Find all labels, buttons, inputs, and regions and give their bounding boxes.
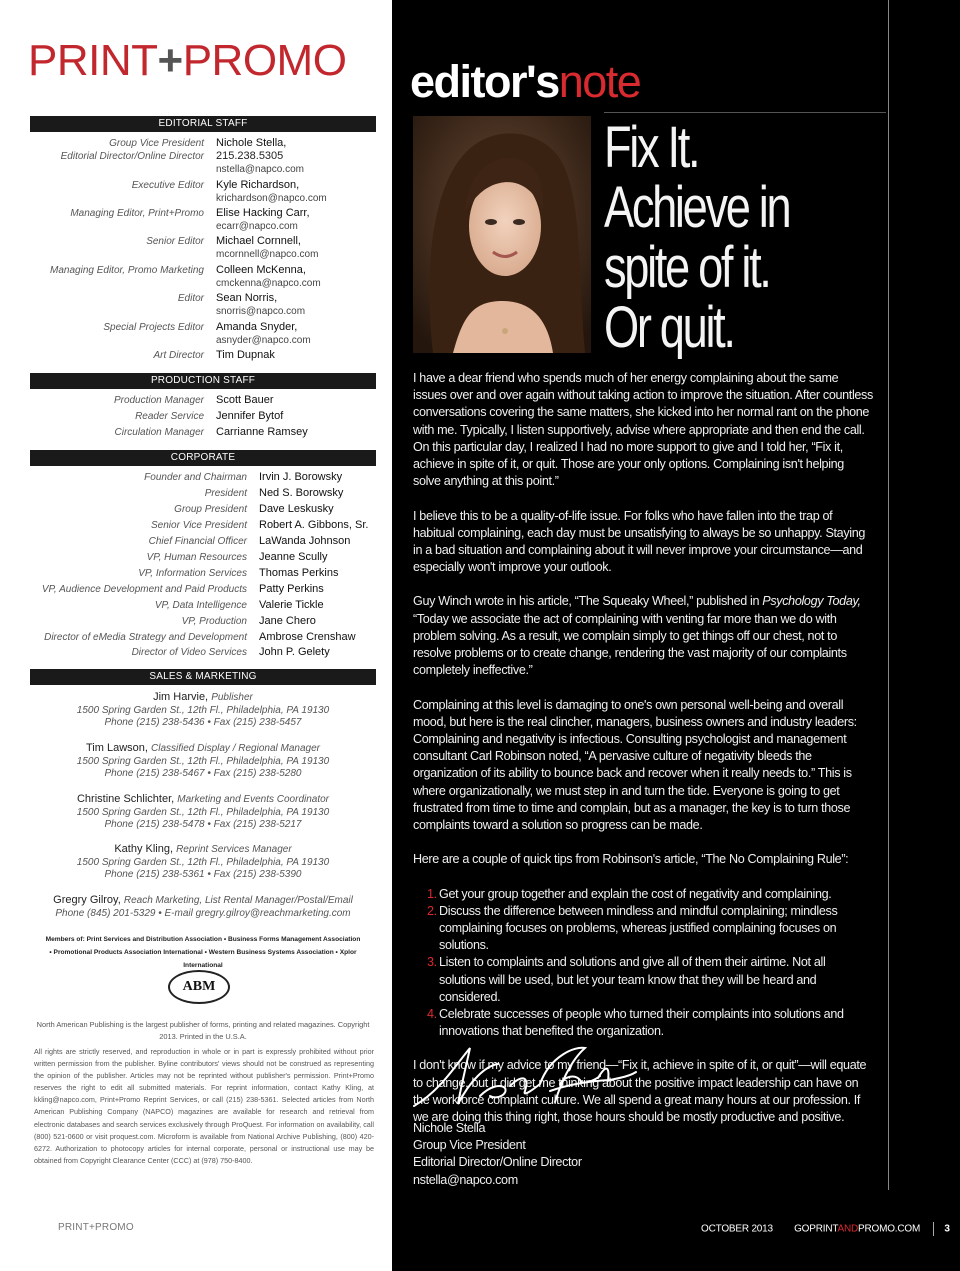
staff-role: Reader Service <box>135 411 204 422</box>
website-part: GOPRINT <box>794 1223 838 1235</box>
staff-email[interactable]: snorris@napco.com <box>216 306 306 317</box>
corporate-role: Group President <box>174 504 247 515</box>
staff-email[interactable]: ecarr@napco.com <box>216 221 298 232</box>
staff-email[interactable]: krichardson@napco.com <box>216 193 327 204</box>
contact-address: 1500 Spring Garden St., 12th Fl., Philadelphia, PA 19130 <box>76 755 330 767</box>
tip-text: Get your group together and explain the cost of negativity and complaining. <box>439 886 832 901</box>
corporate-name: Ned S. Borowsky <box>259 487 344 499</box>
staff-person <box>216 179 327 205</box>
editors-note-column <box>392 0 960 1271</box>
signer-title: Group Vice President <box>413 1138 526 1153</box>
tip-item <box>413 886 873 903</box>
contact-phone: Phone (215) 238-5436 • Fax (215) 238-5457 <box>104 717 302 728</box>
members-line: Members of: Print Services and Distribution Association • Business Forms Management Association <box>45 936 361 943</box>
staff-name: Carrianne Ramsey <box>216 426 308 438</box>
tips-list <box>413 886 873 1041</box>
contact-address: 1500 Spring Garden St., 12th Fl., Philadelphia, PA 19130 <box>76 704 330 716</box>
tip-number: 3. <box>427 955 437 970</box>
staff-person <box>216 264 321 290</box>
staff-name: Sean Norris, <box>216 292 278 304</box>
corporate-name: John P. Gelety <box>259 646 330 658</box>
title-divider <box>604 112 886 113</box>
staff-phone: 215.238.5305 <box>216 150 284 162</box>
corporate-row <box>30 567 376 583</box>
staff-role: Art Director <box>153 350 204 361</box>
tip-number: 2. <box>427 903 437 918</box>
corporate-role: VP, Production <box>181 616 247 627</box>
corporate-role: Chief Financial Officer <box>148 536 247 547</box>
staff-role: Group Vice President <box>109 138 204 149</box>
sales-contact <box>30 793 376 832</box>
contact-address: 1500 Spring Garden St., 12th Fl., Philadelphia, PA 19130 <box>76 856 330 868</box>
corporate-row <box>30 599 376 615</box>
corporate-role: VP, Data Intelligence <box>154 600 247 611</box>
page-number: 3 <box>944 1223 950 1235</box>
signer-title: Editorial Director/Online Director <box>413 1155 582 1170</box>
paragraph: Complaining at this level is damaging to one's own personal well-being and overall mood, but here is the real clincher, managers, business owners and industry leaders: Complaining and negativity is infectious. Consulting psychologist and management consultant Carl Robinson noted, “A pervasive culture of negativity bleeds the organization of its ability to bounce back and recover when it really needs to.” This is where organizationally, we must step in and turn the tide. Everyone is going to get frustrated from time to time and complain, but as a manager, the key is to turn those complaints toward a solution so progress can be made. <box>413 697 857 832</box>
corporate-name: Jane Chero <box>259 615 316 627</box>
signer-name: Nichole Stella <box>413 1121 486 1135</box>
editor-portrait-illustration <box>413 116 591 353</box>
masthead-column <box>0 0 392 1271</box>
corporate-role: VP, Information Services <box>138 568 247 579</box>
sales-marketing-heading: SALES & MARKETING <box>30 669 376 685</box>
paragraph-part: “Today we associate the act of complaining with venting far more than we do with problem solving. As a result, we complain simply to get things off our chest, not to resolve problems or to create change, rendering the vast majority of our complaints completely ineffective.” <box>413 611 847 678</box>
contact-phone: Phone (215) 238-5467 • Fax (215) 238-5280 <box>104 768 302 779</box>
paragraph: Here are a couple of quick tips from Robinson's article, “The No Complaining Rule”: <box>413 852 849 867</box>
footer-divider <box>933 1222 934 1236</box>
corporate-name: Jeanne Scully <box>259 551 328 563</box>
signer-email[interactable]: nstella@napco.com <box>413 1172 518 1187</box>
column-divider <box>888 0 889 1190</box>
headline-line: Or quit. <box>604 295 734 360</box>
corporate-role: Founder and Chairman <box>144 472 247 483</box>
contact-title: Publisher <box>211 692 253 703</box>
paragraph <box>413 593 873 679</box>
corporate-row <box>30 615 376 631</box>
logo-text-print: PRINT <box>28 36 158 85</box>
editors-note-title <box>410 56 640 108</box>
staff-name: Nichole Stella, <box>216 137 287 149</box>
corporate-name: Robert A. Gibbons, Sr. <box>259 519 369 531</box>
website-link[interactable] <box>794 1224 920 1235</box>
corporate-row <box>30 471 376 487</box>
paragraph-part: Guy Winch wrote in his article, “The Squeaky Wheel,” published in <box>413 594 763 609</box>
corporate-name: Irvin J. Borowsky <box>259 471 343 483</box>
website-part: PROMO.COM <box>858 1223 921 1235</box>
corporate-role: VP, Audience Development and Paid Products <box>41 584 247 595</box>
corporate-heading: CORPORATE <box>30 450 376 466</box>
corporate-name: Patty Perkins <box>259 583 324 595</box>
members-list <box>30 933 376 972</box>
corporate-name: Ambrose Crenshaw <box>259 631 356 643</box>
contact-name: Gregry Gilroy, <box>53 894 121 906</box>
editorial-staff-heading: EDITORIAL STAFF <box>30 116 376 132</box>
staff-role: Special Projects Editor <box>103 322 204 333</box>
staff-name: Colleen McKenna, <box>216 264 306 276</box>
handwritten-signature <box>410 1036 640 1116</box>
corporate-role: Director of Video Services <box>131 647 247 658</box>
editor-portrait <box>413 116 591 353</box>
article-body <box>413 370 873 1143</box>
corporate-role: President <box>204 488 247 499</box>
corporate-role: VP, Human Resources <box>146 552 247 563</box>
contact-phone: Phone (215) 238-5478 • Fax (215) 238-5217 <box>104 819 302 830</box>
staff-person <box>216 349 275 362</box>
corporate-role: Senior Vice President <box>151 520 247 531</box>
corporate-role: Director of eMedia Strategy and Development <box>44 632 247 643</box>
staff-person <box>216 292 305 318</box>
tip-text: Discuss the difference between mindless and mindful complaining; mindless complaining focuses on problems, whereas justified complaining focuses on solutions. <box>439 903 838 953</box>
title-note: note <box>558 56 641 107</box>
copyright-notice: All rights are strictly reserved, and reproduction in whole or in part is expressly prohibited without prior written permission from the publisher. Byline contributors' views should not be construed as representing the opinion of the publisher. Articles may not be reprinted without publisher's permission. Print+Promo reserves the right to edit all submitted materials. For reprint information, contact Kathy Kling, at kkling@napco.com, Print+Promo Reprint Services, or call (215) 238-5361. Selected articles from North American Publishing Company (NAPCO) magazines are available for research and retrieval from electronic databases and search services exclusively through ProQuest. For information on availability, call (800) 521-0600 or visit proquest.com. Microform is available from National Archive Publishing, (800) 420-6272. Authorization to photocopy articles for internal corporate, personal or instructional use may be obtained from Copyright Clearance Center (CCC) at (978) 750-8400. <box>34 1047 374 1165</box>
staff-email[interactable]: asnyder@napco.com <box>216 335 311 346</box>
tip-item <box>413 954 873 1006</box>
footer-magazine-name: PRINT+PROMO <box>58 1222 134 1233</box>
contact-title: Marketing and Events Coordinator <box>177 794 330 805</box>
contact-name: Kathy Kling, <box>114 843 174 855</box>
headline <box>604 115 822 360</box>
staff-name: Elise Hacking Carr, <box>216 207 310 219</box>
corporate-name: Dave Leskusky <box>259 503 334 515</box>
abm-logo: ABM <box>168 970 230 1004</box>
sales-contact <box>30 691 376 730</box>
website-part: AND <box>837 1223 859 1235</box>
staff-email[interactable]: cmckenna@napco.com <box>216 278 321 289</box>
tip-text: Listen to complaints and solutions and give all of them their airtime. Not all solutions will be used, but let your team know that they will be heard and considered. <box>439 955 826 1004</box>
corporate-row <box>30 487 376 503</box>
corporate-name: Thomas Perkins <box>259 567 339 579</box>
corporate-row <box>30 503 376 519</box>
staff-role: Managing Editor, Print+Promo <box>70 208 204 219</box>
headline-line: Fix It. <box>604 115 699 180</box>
sales-contact <box>30 894 376 920</box>
signature-block <box>413 1120 582 1189</box>
corporate-row <box>30 583 376 599</box>
contact-phone: Phone (215) 238-5361 • Fax (215) 238-5390 <box>104 869 302 880</box>
sales-contact <box>30 742 376 781</box>
staff-role: Editorial Director/Online Director <box>60 151 204 162</box>
paragraph: I don't know if my advice to my friend—“Fix it, achieve in spite of it, or quit”—will equate to change, but it did get me thinking about the positive impact leadership can have on the workforce complaint culture. We all spend a great many hours at our profession. If we are doing this thing right, those hours should be mostly productive and positive. <box>413 1058 867 1125</box>
contact-address: 1500 Spring Garden St., 12th Fl., Philadelphia, PA 19130 <box>76 806 330 818</box>
corporate-name: LaWanda Johnson <box>259 535 351 547</box>
staff-person <box>216 235 318 261</box>
headline-line: spite of it. <box>604 235 770 300</box>
staff-role: Circulation Manager <box>114 427 204 438</box>
contact-phone: Phone (845) 201-5329 • E-mail gregry.gilroy@reachmarketing.com <box>55 907 351 919</box>
contact-name: Jim Harvie, <box>153 691 209 703</box>
headline-line: Achieve in <box>604 175 790 240</box>
tip-text: Celebrate successes of people who turned their complaints into solutions and innovations that benefited the organization. <box>439 1006 844 1039</box>
corporate-row <box>30 519 376 535</box>
staff-role: Senior Editor <box>146 236 204 247</box>
sales-contact <box>30 843 376 882</box>
staff-person <box>216 321 311 347</box>
staff-name: Tim Dupnak <box>216 349 275 361</box>
staff-person <box>216 137 304 176</box>
staff-name: Amanda Snyder, <box>216 321 298 333</box>
corporate-name: Valerie Tickle <box>259 599 324 611</box>
corporate-row <box>30 631 376 647</box>
title-editors: editor's <box>410 56 559 107</box>
corporate-row <box>30 646 376 662</box>
staff-role: Managing Editor, Promo Marketing <box>50 265 204 276</box>
paragraph: I believe this to be a quality-of-life issue. For folks who have fallen into the trap of habitual complaining, each day must be unsatisfying to always be so unhappy. Staying in a bad situation and complaining about it will never improve your circumstance—and especially won't improve your outlook. <box>413 508 866 575</box>
staff-email[interactable]: mcornnell@napco.com <box>216 249 319 260</box>
members-line: • Promotional Products Association International • Western Business Systems Association • Xplor International <box>49 949 357 969</box>
staff-name: Kyle Richardson, <box>216 179 300 191</box>
publisher-note: North American Publishing is the largest publisher of forms, printing and related magazines. Copyright 2013. Printed in the U.S.A. <box>36 1020 370 1041</box>
staff-name: Michael Cornnell, <box>216 235 301 247</box>
tip-number: 4. <box>427 1006 437 1021</box>
contact-title: Reach Marketing, List Rental Manager/Postal/Email <box>123 895 353 906</box>
staff-role: Editor <box>177 293 204 304</box>
staff-email[interactable]: nstella@napco.com <box>216 164 304 175</box>
contact-title: Classified Display / Regional Manager <box>151 743 320 754</box>
staff-name: Scott Bauer <box>216 394 274 406</box>
contact-title: Reprint Services Manager <box>176 844 292 855</box>
contact-name: Christine Schlichter, <box>76 793 175 805</box>
production-staff-heading: PRODUCTION STAFF <box>30 373 376 389</box>
staff-person <box>216 207 310 233</box>
tip-item <box>413 903 873 955</box>
logo-text-promo: PROMO <box>182 36 347 85</box>
contact-name: Tim Lawson, <box>86 742 148 754</box>
staff-role: Executive Editor <box>131 180 204 191</box>
corporate-row <box>30 535 376 551</box>
page-footer <box>701 1222 950 1236</box>
publication-title: Psychology Today, <box>762 594 861 609</box>
paragraph: I have a dear friend who spends much of her energy complaining about the same issues over and over again without taking action to improve the situation. After countless conversations covering the same matters, she kicked into her normal rant on the phone with me. Typically, I listen supportively, advise where appropriate and then end the call. On this particular day, I realized I had no more support to give and I told her, “Fix it, achieve in spite of it, or quit. Those are your only options. Complaining isn't helping solve anything at this point.” <box>413 371 873 489</box>
staff-role: Production Manager <box>113 395 204 406</box>
issue-date: OCTOBER 2013 <box>701 1223 773 1235</box>
logo-plus: + <box>157 36 183 85</box>
tip-number: 1. <box>427 886 437 901</box>
corporate-row <box>30 551 376 567</box>
print-promo-logo <box>28 36 378 86</box>
staff-name: Jennifer Bytof <box>216 410 284 422</box>
